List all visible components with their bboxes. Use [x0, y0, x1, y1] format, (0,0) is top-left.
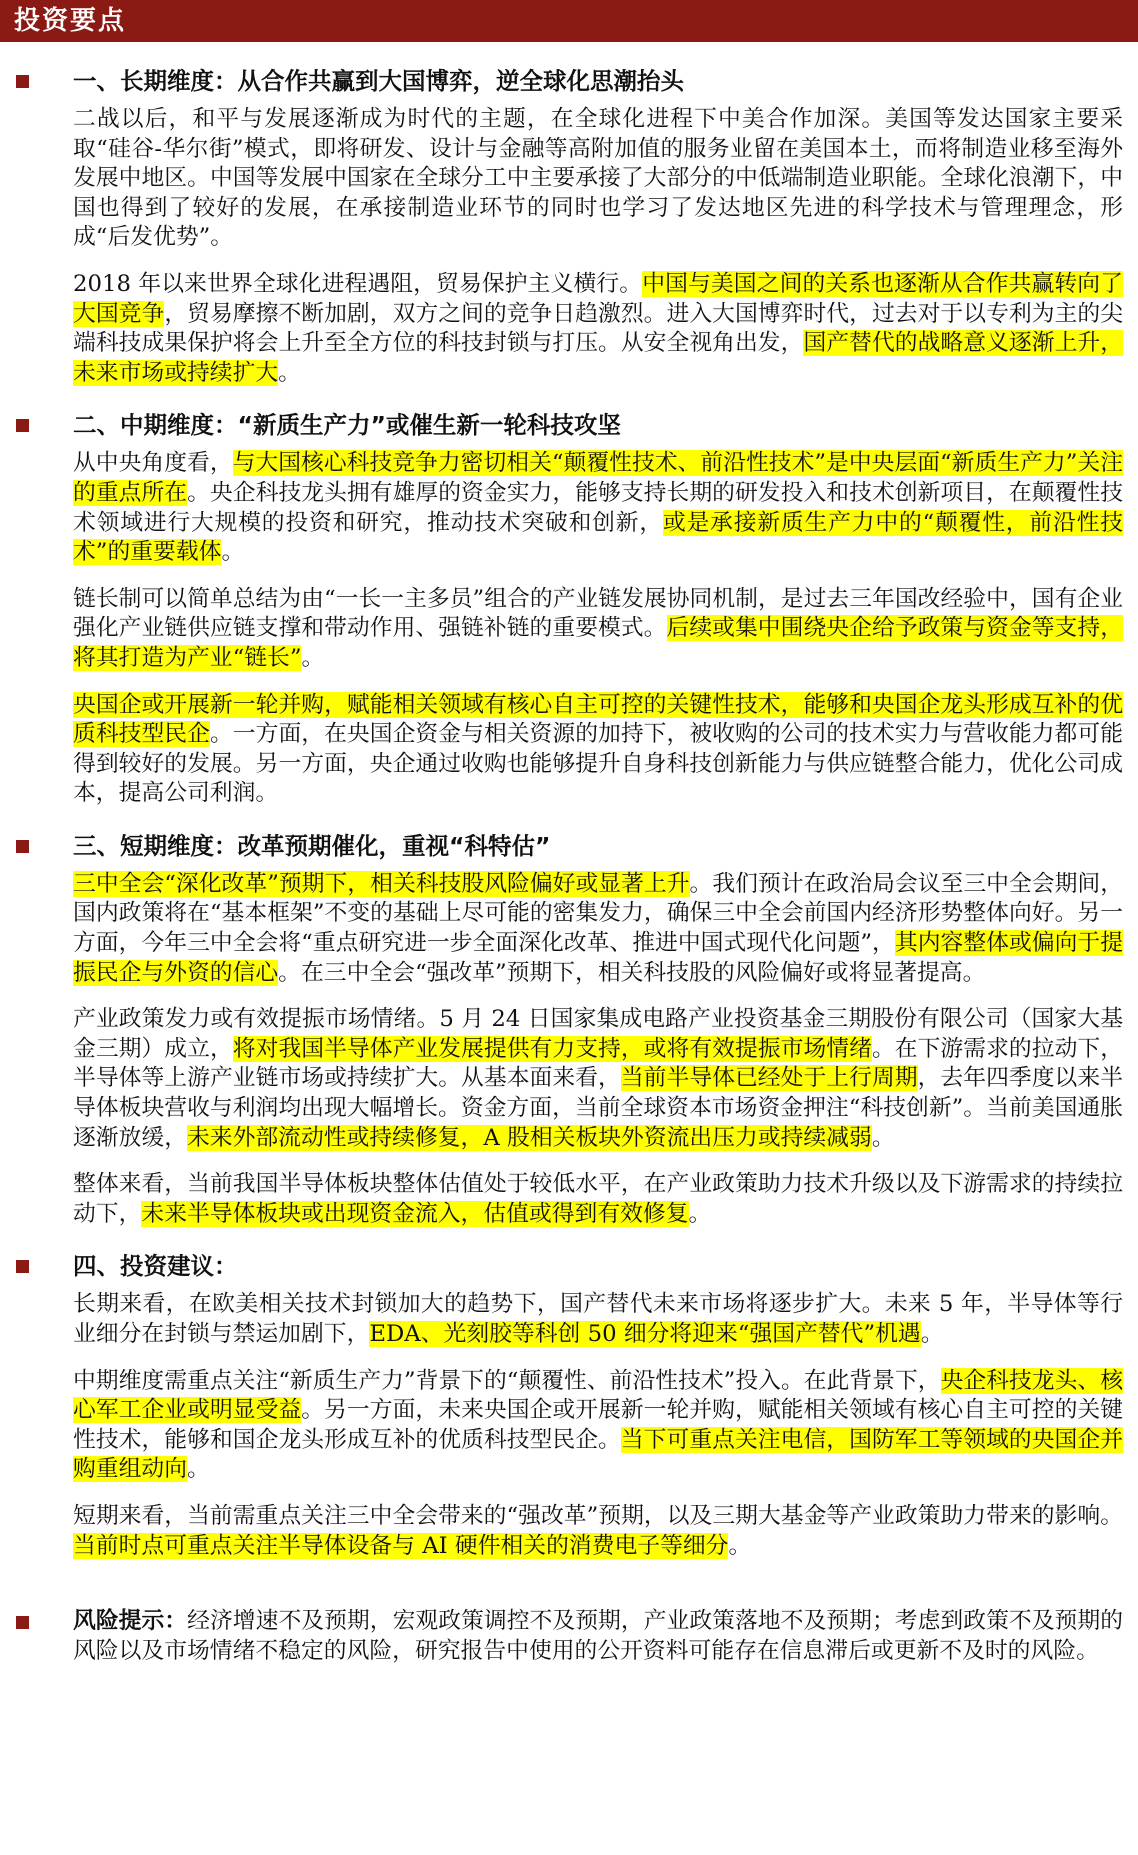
- document-body: [0, 52, 1138, 1666]
- body-paragraph: [73, 270, 1123, 388]
- text-run: 长期来看，在欧美相关技术封锁加大的趋势下，国产替代未来市场将逐步扩大。未来 5 年，半导体等行业细分在封锁与禁运加剧下，: [73, 1291, 1123, 1347]
- body-paragraph: [73, 1005, 1123, 1153]
- body-paragraph: [73, 1502, 1123, 1561]
- body-paragraph: [73, 1170, 1123, 1229]
- highlighted-text: 当下可重点关注电信，国防军工等领域的央国企并购重组动向: [73, 1426, 1124, 1483]
- highlighted-text: 未来半导体板块或出现资金流入，估值或得到有效修复: [141, 1200, 689, 1227]
- text-run: 。: [728, 1532, 752, 1559]
- text-run: 中期维度需重点关注“新质生产力”背景下的“颠覆性、前沿性技术”投入。在此背景下，: [73, 1367, 941, 1394]
- highlighted-text: 其内容整体或偏向于提振民企与外资的信心: [73, 930, 1124, 986]
- text-run: ，去年四季度以来半导体板块营收与利润均出现大幅增长。资金方面，当前全球资本市场资金押注“科技创新”。当前美国通胀逐渐放缓，: [73, 1065, 1124, 1151]
- highlighted-text: EDA、光刻胶等科创 50 细分将迎来“强国产替代”机遇: [369, 1321, 921, 1347]
- text-run: 。: [688, 1200, 712, 1227]
- text-run: 。央企科技龙头拥有雄厚的资金实力，能够支持长期的研发投入和技术创新项目，在颠覆性技术领域进行大规模的投资和研究，推动技术突破和创新，: [73, 479, 1124, 536]
- highlighted-text: 中国与美国之间的关系也逐渐从合作共赢转向了大国竞争: [73, 270, 1124, 327]
- highlighted-text: 将对我国半导体产业发展提供有力支持，或将有效提振市场情绪: [232, 1035, 872, 1062]
- section-title: 三、短期维度：改革预期催化，重视“科特估”: [73, 831, 551, 860]
- body-paragraph: [73, 691, 1123, 809]
- body-paragraph: [73, 449, 1123, 567]
- text-run: 产业政策发力或有效提振市场情绪。5 月 24 日国家集成电路产业投资基金三期股份有限公司（国家大基金三期）成立，: [73, 1006, 1123, 1062]
- text-run: 。: [186, 1456, 210, 1483]
- text-run: ，贸易摩擦不断加剧，双方之间的竞争日趋激烈。进入大国博弈时代，过去对于以专利为主的尖端科技成果保护将会上升至全方位的科技封锁与打压。从安全视角出发，: [73, 300, 1124, 357]
- text-run: 。: [221, 539, 245, 566]
- highlighted-text: 未来外部流动性或持续修复，A 股相关板块外资流出压力或持续减弱: [186, 1124, 872, 1151]
- section-header-bar: [0, 0, 1138, 42]
- body-paragraph: [73, 585, 1123, 674]
- text-run: 二战以后，和平与发展逐渐成为时代的主题，在全球化进程下中美合作加深。美国等发达国家主要采取“硅谷-华尔街”模式，即将研发、设计与金融等高附加值的服务业留在美国本土，而将制造业移至海外发展中地区。中国等发展中国家在全球分工中主要承接了大部分的中低端制造业职能。全球化浪潮下，中国也得到了较好的发展，在承接制造业环节的同时也学习了发达地区先进的科学技术与管理理念，形成“后发优势”。: [73, 106, 1123, 251]
- highlighted-text: 或是承接新质生产力中的“颠覆性，前沿性技术”的重要载体: [73, 509, 1123, 566]
- highlighted-text: 三中全会“深化改革”预期下，相关科技股风险偏好或显著上升: [73, 870, 690, 897]
- text-run: 。一方面，在央国企资金与相关资源的加持下，被收购的公司的技术实力与营收能力都可能得到较好的发展。另一方面，央企通过收购也能够提升自身科技创新能力与供应链整合能力，优化公司成本，提高公司利润。: [73, 721, 1124, 807]
- section-heading: [0, 61, 1138, 105]
- text-run: 。: [278, 359, 301, 386]
- risk-warning: [0, 1607, 1138, 1666]
- highlighted-text: 国产替代的战略意义逐渐上升，未来市场或持续扩大: [73, 330, 1124, 386]
- highlighted-text: 后续或集中围绕央企给予政策与资金等支持，将其打造为产业“链长”: [73, 615, 1124, 671]
- square-bullet-icon: [16, 1260, 29, 1273]
- square-bullet-icon: [16, 75, 29, 88]
- text-run: 。在下游需求的拉动下，半导体等上游产业链市场或持续扩大。从基本面来看，: [73, 1035, 1124, 1092]
- section-heading: [0, 405, 1138, 449]
- text-run: 。: [920, 1321, 944, 1347]
- highlighted-text: 央企科技龙头、核心军工企业或明显受益: [73, 1367, 1124, 1424]
- section-title: 二、中期维度：“新质生产力”或催生新一轮科技攻坚: [73, 411, 621, 440]
- risk-paragraph: [73, 1607, 1123, 1666]
- risk-label: 风险提示：: [73, 1608, 188, 1635]
- text-run: 2018 年以来世界全球化进程遇阻，贸易保护主义横行。: [73, 270, 643, 297]
- highlighted-text: 当前时点可重点关注半导体设备与 AI 硬件相关的消费电子等细分: [73, 1532, 729, 1559]
- body-paragraph: [73, 1367, 1123, 1485]
- highlighted-text: 央国企或开展新一轮并购，赋能相关领域有核心自主可控的关键性技术，能够和央国企龙头形成互补的优质科技型民企: [73, 691, 1123, 748]
- risk-text: 经济增速不及预期，宏观政策调控不及预期，产业政策落地不及预期；考虑到政策不及预期的风险以及市场情绪不稳定的风险，研究报告中使用的公开资料可能存在信息滞后或更新不及时的风险。: [73, 1608, 1124, 1664]
- text-run: 。我们预计在政治局会议至三中全会期间，国内政策将在“基本框架”不变的基础上尽可能的密集发力，确保三中全会前国内经济形势整体向好。另一方面，今年三中全会将“重点研究进一步全面深化改革、推进中国式现代化问题”，: [73, 870, 1124, 957]
- section-title: 四、投资建议：: [73, 1252, 238, 1281]
- text-run: 链长制可以简单总结为由“一长一主多员”组合的产业链发展协同机制，是过去三年国改经验中，国有企业强化产业链供应链支撑和带动作用、强链补链的重要模式。: [73, 585, 1123, 642]
- text-run: 。另一方面，未来央国企或开展新一轮并购，赋能相关领域有核心自主可控的关键性技术，能够和国企龙头形成互补的优质科技型民企。: [73, 1397, 1124, 1453]
- section-heading: [0, 826, 1138, 870]
- body-paragraph: [73, 105, 1123, 253]
- text-run: 。: [871, 1124, 895, 1151]
- page-title: 投资要点: [14, 6, 127, 36]
- highlighted-text: 与大国核心科技竞争力密切相关“颠覆性技术、前沿性技术”是中央层面“新质生产力”关注的重点所在: [73, 450, 1123, 506]
- section-heading: [0, 1246, 1138, 1290]
- text-run: 。在三中全会“强改革”预期下，相关科技股的风险偏好或将显著提高。: [278, 959, 986, 986]
- text-run: 整体来看，当前我国半导体板块整体估值处于较低水平，在产业政策助力技术升级以及下游需求的持续拉动下，: [73, 1171, 1123, 1227]
- square-bullet-icon: [16, 419, 29, 432]
- section-title: 一、长期维度：从合作共赢到大国博弈，逆全球化思潮抬头: [73, 67, 684, 95]
- text-run: 从中央角度看，: [73, 450, 233, 477]
- body-paragraph: [73, 1290, 1123, 1349]
- text-run: 短期来看，当前需重点关注三中全会带来的“强改革”预期，以及三期大基金等产业政策助力带来的影响。: [73, 1502, 1123, 1529]
- square-bullet-icon: [16, 840, 29, 853]
- body-paragraph: [73, 870, 1123, 988]
- text-run: 。: [301, 644, 325, 671]
- highlighted-text: 当前半导体已经处于上行周期: [620, 1065, 918, 1092]
- square-bullet-icon: [16, 1616, 29, 1629]
